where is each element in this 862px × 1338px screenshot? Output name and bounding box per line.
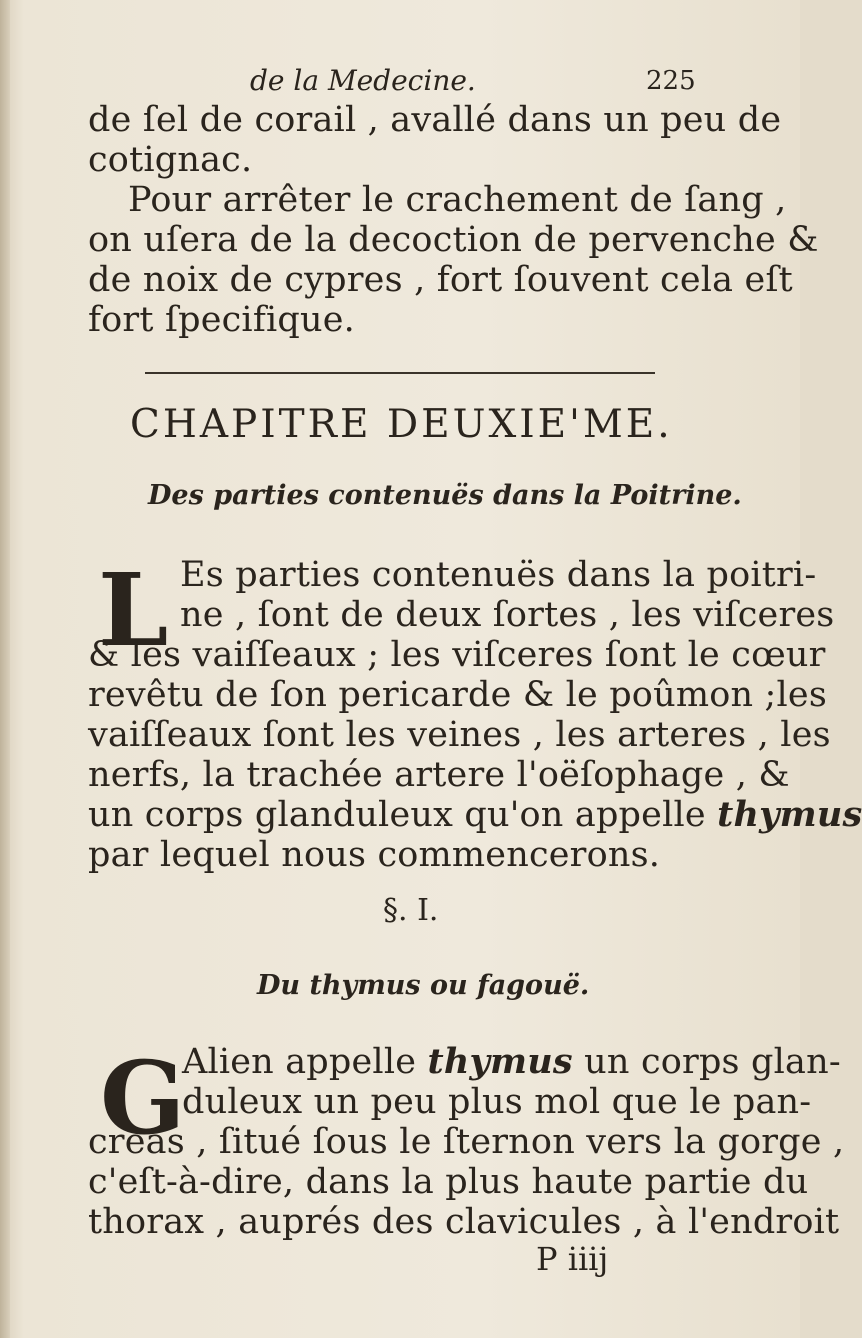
chapter-subtitle: Des parties contenuës dans la Poitrine. bbox=[148, 480, 742, 511]
text-line: duleux un peu plus mol que le pan- bbox=[182, 1082, 812, 1122]
text-segment: un corps glan- bbox=[584, 1042, 841, 1082]
text-line: cotignac. bbox=[88, 140, 253, 180]
running-head: de la Medecine. bbox=[250, 64, 476, 97]
drop-cap: L bbox=[98, 551, 169, 669]
text-line: Pour arrêter le crachement de ſang , bbox=[128, 180, 787, 220]
section-number: §. I. bbox=[383, 893, 439, 928]
text-line: nerfs, la trachée artere l'oëſophage , & bbox=[88, 755, 790, 795]
italic-term: thymus bbox=[717, 794, 862, 835]
chapter-divider-rule bbox=[145, 372, 655, 374]
text-line: revêtu de ſon pericarde & le poûmon ;les bbox=[88, 675, 828, 715]
drop-cap: G bbox=[100, 1039, 186, 1157]
chapter-heading: CHAPITRE DEUXIE'ME. bbox=[130, 402, 673, 447]
text-line: par lequel nous commencerons. bbox=[88, 835, 661, 875]
text-line bbox=[182, 1041, 841, 1082]
text-line: vaiſſeaux ſont les veines , les arteres , les bbox=[88, 715, 831, 755]
page-number: 225 bbox=[646, 66, 696, 96]
text-line: c'eſt-à-dire, dans la plus haute partie du bbox=[88, 1162, 809, 1202]
page-binding-shadow bbox=[0, 0, 10, 1338]
text-line: on uſera de la decoction de pervenche & bbox=[88, 220, 819, 260]
text-line: creas , ſitué ſous le ſternon vers la gorge , bbox=[88, 1122, 845, 1162]
text-line bbox=[88, 794, 862, 835]
text-line: thorax , auprés des clavicules , à l'endroit bbox=[88, 1202, 840, 1242]
text-segment: un corps glanduleux qu'on appelle bbox=[88, 795, 706, 835]
italic-term: thymus bbox=[427, 1041, 573, 1082]
text-line: de noix de cypres , fort ſouvent cela eſt bbox=[88, 260, 793, 300]
text-line: & les vaiſſeaux ; les viſceres ſont le cœur bbox=[88, 635, 826, 675]
text-line: Es parties contenuës dans la poitri- bbox=[180, 555, 817, 595]
text-line: fort ſpecifique. bbox=[88, 300, 355, 340]
section-title: Du thymus ou fagouë. bbox=[257, 970, 590, 1001]
text-line: de ſel de corail , avallé dans un peu de bbox=[88, 100, 782, 140]
text-line: ne , ſont de deux ſortes , les viſceres bbox=[180, 595, 835, 635]
catchword-signature: P iiij bbox=[536, 1240, 609, 1278]
text-segment: Alien appelle bbox=[182, 1042, 417, 1082]
